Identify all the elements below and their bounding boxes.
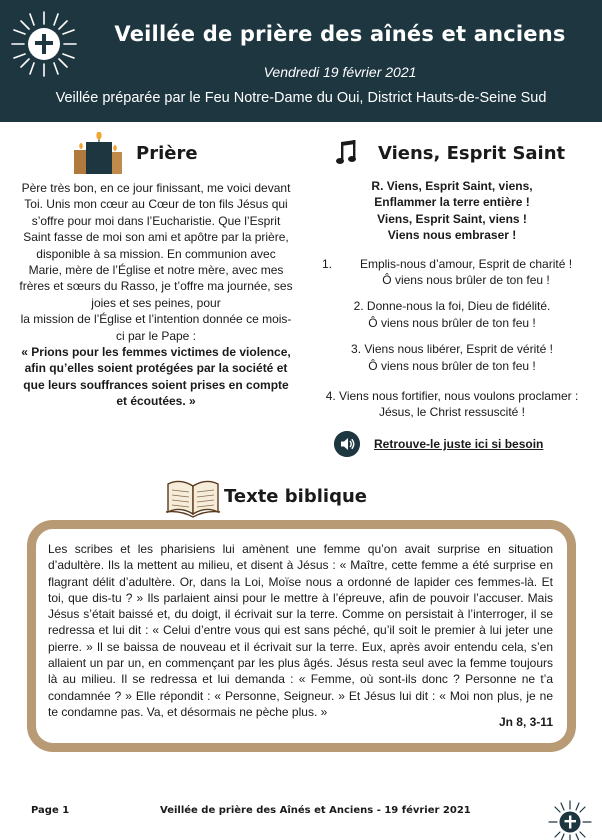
priere-section — [18, 130, 294, 410]
verse-line: Emplis-nous d’amour, Esprit de charité ! — [359, 256, 573, 271]
footer-title: Veillée de prière des Aînés et Anciens - 19 février 2021 — [160, 805, 471, 816]
verse-4 — [314, 388, 590, 421]
refrain-line: R. Viens, Esprit Saint, viens, — [371, 179, 533, 193]
page-header — [0, 0, 602, 122]
verse-line: Ô viens nous brûler de ton feu ! — [368, 315, 536, 330]
page-title: Veillée de prière des aînés et anciens — [114, 22, 566, 46]
biblique-box — [27, 520, 576, 752]
chant-section — [314, 130, 590, 459]
page-subtitle: Veillée préparée par le Feu Notre-Dame du Oui, District Hauts-de-Seine Sud — [55, 90, 547, 106]
chant-refrain — [314, 178, 590, 244]
chant-header — [314, 130, 590, 178]
prayer-text-mission: la mission de l’Église et l’intention donnée ce mois-ci par le Pape : — [20, 312, 292, 343]
pope-intention: « Prions pour les femmes victimes de violence, afin qu’elles soient protégées par la société et que leurs souffrances soient prises en compte et écoutées. » — [21, 345, 291, 409]
candle-icon — [72, 132, 128, 176]
event-date: Vendredi 19 février 2021 — [263, 64, 417, 80]
verse-line: Ô viens nous brûler de ton feu ! — [382, 273, 550, 288]
verse-3 — [314, 341, 590, 374]
page-footer — [0, 800, 602, 840]
verse-line: 4. Viens nous fortifier, nous voulons proclamer : — [325, 389, 579, 404]
refrain-line: Viens nous embraser ! — [387, 228, 517, 243]
refrain-line: Enflammer la terre entière ! — [374, 195, 530, 210]
priere-heading: Prière — [136, 143, 198, 164]
verse-line: 3. Viens nous libérer, Esprit de vérité ! — [351, 342, 553, 357]
refrain-line: Viens, Esprit Saint, viens ! — [377, 211, 527, 226]
cross-sun-logo-icon — [10, 10, 78, 78]
page-number: Page 1 — [31, 805, 70, 816]
biblique-heading: Texte biblique — [224, 486, 367, 507]
verse-number: 1. — [322, 256, 333, 271]
verse-2 — [314, 298, 590, 331]
verse-1 — [314, 256, 590, 289]
verse-line: 2. Donne-nous la foi, Dieu de fidélité. — [353, 299, 551, 314]
verse-line: Jésus, le Christ ressuscité ! — [378, 405, 526, 420]
priere-header — [18, 130, 294, 178]
speaker-icon[interactable] — [334, 431, 360, 457]
audio-link[interactable]: Retrouve-le juste ici si besoin — [374, 436, 544, 451]
biblique-reference: Jn 8, 3-11 — [498, 715, 553, 729]
chant-heading: Viens, Esprit Saint — [378, 143, 566, 164]
open-book-icon — [164, 476, 222, 518]
biblique-header — [0, 472, 602, 522]
biblique-text: Les scribes et les pharisiens lui amènent une femme qu’on avait surprise en situation d’adultère. Ils la mettent au milieu, et disent à Jésus : « Maître, cette femme a été surprise en flagrant délit d’adultère. Or, dans la Loi, Moïse nous a ordonné de lapider ces femmes-là. Et toi, que dis-tu ? » Ils parlaient ainsi pour le mettre à l’épreuve, afin de pouvoir l’accuser. Mais Jésus s’était baissé et, du doigt, il écrivait sur la terre. Comme on persistait à l’interroger, il se redressa et lui dit : « Celui d’entre vous qui est sans péché, qu’il soit le premier à lui jeter une pierre. » Il se baissa de nouveau et il écrivait sur la terre. Eux, après avoir entendu cela, s’en allaient un par un, en commençant par les plus âgés. Jésus resta seul avec la femme toujours là au milieu. Il se redressa et lui demanda : « Femme, où sont-ils donc ? Personne ne t’a condamnée ? » Elle répondit : « Personne, Seigneur. » Et Jésus lui dit : « Moi non plus, je ne te condamne pas. Va, et désormais ne pèche plus. » — [48, 542, 553, 719]
chant-verses — [314, 256, 590, 421]
prayer-text: Père très bon, en ce jour finissant, me voici devant Toi. Unis mon cœur au Cœur de ton fils Jésus qui s’offre pour moi dans l’Eucharistie. Que l’Esprit Saint fasse de moi son ami et apôtre par la prière, disponible à sa mission. En communion avec Marie, mère de l’Église et notre mère, avec mes frères et sœurs du Rasso, je t’offre ma journée, ses joies et ses peines, pour — [19, 181, 293, 310]
cross-sun-logo-icon — [548, 800, 592, 840]
music-note-icon — [336, 140, 358, 166]
prayer-body — [18, 180, 294, 410]
audio-link-row[interactable] — [314, 431, 590, 459]
verse-line: Ô viens nous brûler de ton feu ! — [368, 358, 536, 373]
